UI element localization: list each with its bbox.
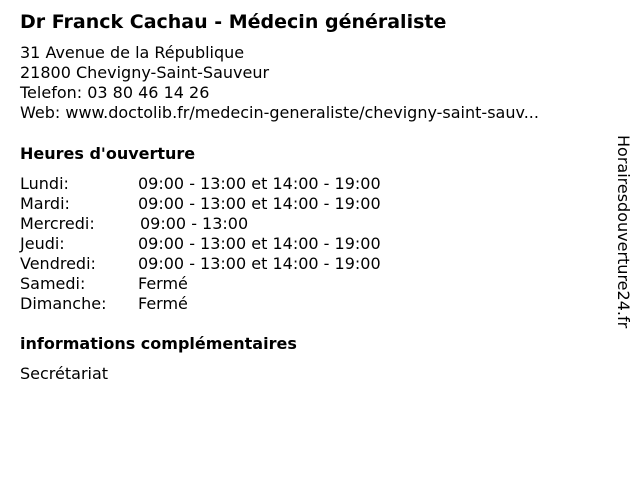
- hours-time: 09:00 - 13:00 et 14:00 - 19:00: [138, 194, 381, 213]
- hours-time: Fermé: [138, 274, 188, 293]
- address-block: [20, 43, 539, 123]
- hours-day: Lundi:: [20, 174, 69, 193]
- info-text: Secrétariat: [20, 364, 109, 383]
- hours-day: Dimanche:: [20, 294, 107, 313]
- hours-day: Mercredi:: [20, 214, 95, 233]
- phone-number[interactable]: Telefon: 03 80 46 14 26: [20, 83, 210, 102]
- hours-time: Fermé: [138, 294, 188, 313]
- hours-day: Mardi:: [20, 194, 70, 213]
- website-link[interactable]: Web: www.doctolib.fr/medecin-generaliste/chevigny-saint-sauv...: [20, 103, 539, 122]
- hours-time: 09:00 - 13:00 et 14:00 - 19:00: [138, 254, 381, 273]
- address-street: 31 Avenue de la République: [20, 43, 245, 62]
- hours-day: Samedi:: [20, 274, 86, 293]
- hours-time: 09:00 - 13:00 et 14:00 - 19:00: [138, 234, 381, 253]
- hours-heading: Heures d'ouverture: [20, 144, 196, 163]
- hours-day: Vendredi:: [20, 254, 96, 273]
- info-heading: informations complémentaires: [20, 334, 297, 353]
- hours-time: 09:00 - 13:00: [140, 214, 249, 233]
- watermark: Horairesdouverture24.fr: [614, 135, 633, 329]
- hours-time: 09:00 - 13:00 et 14:00 - 19:00: [138, 174, 381, 193]
- address-city: 21800 Chevigny-Saint-Sauveur: [20, 63, 270, 82]
- hours-day: Jeudi:: [20, 234, 65, 253]
- page-title: Dr Franck Cachau - Médecin généraliste: [20, 11, 447, 33]
